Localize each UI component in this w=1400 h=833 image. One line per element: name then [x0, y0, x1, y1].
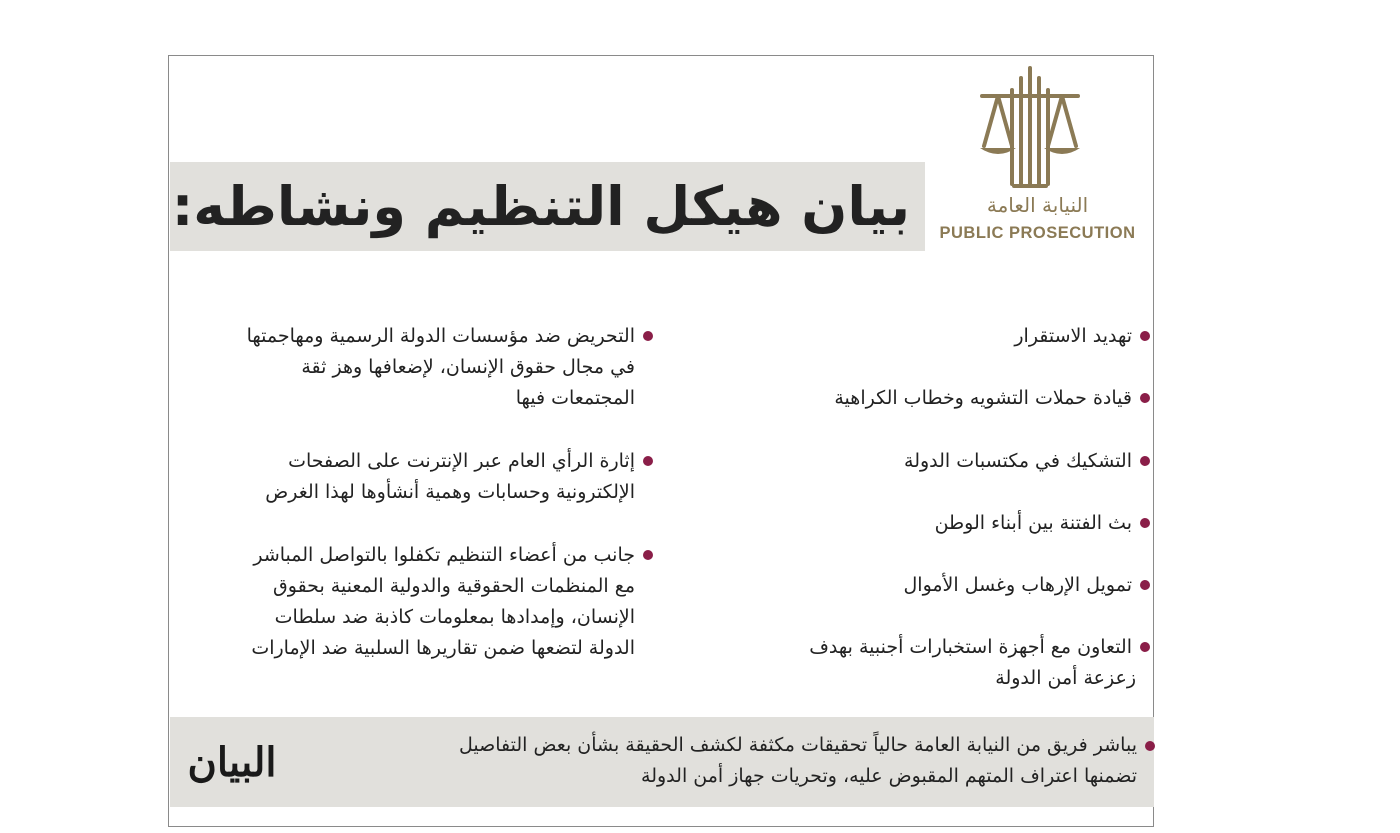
list-item-text: مع المنظمات الحقوقية والدولية المعنية بحقوق [273, 575, 635, 597]
list-item-text: قيادة حملات التشويه وخطاب الكراهية [834, 387, 1132, 409]
bullet-icon [1140, 456, 1150, 466]
footer-note-text: تضمنها اعتراف المتهم المقبوض عليه، وتحريات جهاز أمن الدولة [641, 765, 1137, 787]
list-item-text: تهديد الاستقرار [1014, 325, 1132, 347]
list-item-text: بث الفتنة بين أبناء الوطن [934, 512, 1132, 534]
bullet-icon [1140, 393, 1150, 403]
list-item [809, 632, 1136, 694]
footer-note-text: يباشر فريق من النيابة العامة حالياً تحقيقات مكثفة لكشف الحقيقة بشأن بعض التفاصيل [459, 734, 1137, 756]
bullet-icon [1140, 331, 1150, 341]
list-item-text: تمويل الإرهاب وغسل الأموال [903, 574, 1132, 596]
list-item [265, 446, 635, 508]
bullet-icon [1140, 518, 1150, 528]
list-item [834, 383, 1132, 414]
bullet-icon [643, 456, 653, 466]
page-title: بيان هيكل التنظيم ونشاطه: [171, 175, 910, 238]
list-item [247, 321, 635, 414]
list-item [903, 570, 1132, 601]
list-item [1014, 321, 1132, 352]
list-item-text: جانب من أعضاء التنظيم تكفلوا بالتواصل المباشر [253, 544, 635, 566]
list-item [935, 508, 1132, 539]
list-item [904, 446, 1132, 477]
list-item-text: إثارة الرأي العام عبر الإنترنت على الصفحات [288, 450, 635, 472]
list-item-text: الإلكترونية وحسابات وهمية أنشأوها لهذا الغرض [265, 481, 635, 503]
bullet-icon [643, 331, 653, 341]
source-logo: البيان [187, 739, 277, 786]
list-item-text: الدولة لتضعها ضمن تقاريرها السلبية ضد الإمارات [251, 637, 635, 659]
bullet-icon [1145, 741, 1155, 751]
list-item-text: التشكيك في مكتسبات الدولة [904, 450, 1132, 472]
bullet-icon [643, 550, 653, 560]
logo-arabic-name: النيابة العامة [986, 193, 1089, 217]
list-item-text: زعزعة أمن الدولة [995, 667, 1136, 689]
list-item-text: المجتمعات فيها [515, 387, 635, 409]
bullet-icon [1140, 642, 1150, 652]
list-item [251, 540, 635, 664]
bullet-icon [1140, 580, 1150, 590]
list-item-text: في مجال حقوق الإنسان، لإضعافها وهز ثقة [301, 356, 635, 378]
logo-english-name: PUBLIC PROSECUTION [939, 224, 1136, 242]
footer-note [340, 730, 1137, 792]
list-item-text: التعاون مع أجهزة استخبارات أجنبية بهدف [809, 636, 1132, 658]
list-item-text: التحريض ضد مؤسسات الدولة الرسمية ومهاجمتها [246, 325, 635, 347]
list-item-text: الإنسان، وإمدادها بمعلومات كاذبة ضد سلطات [274, 606, 635, 628]
